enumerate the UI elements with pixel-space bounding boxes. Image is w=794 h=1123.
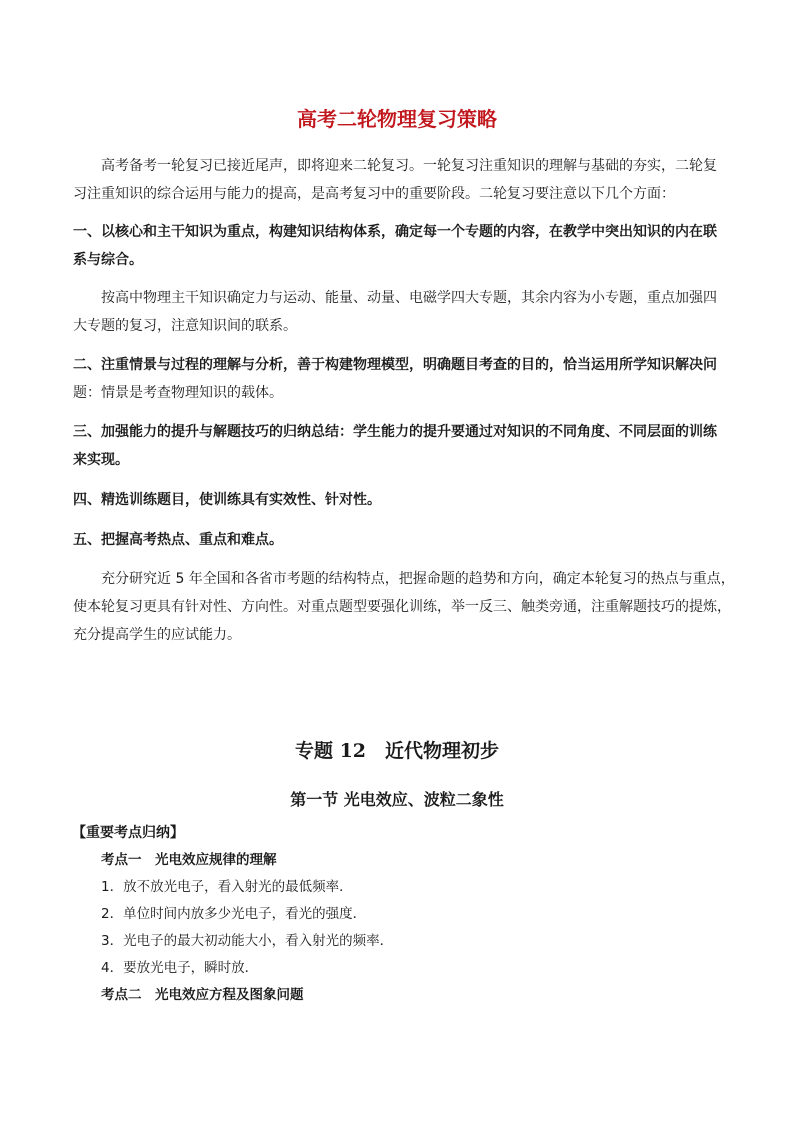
point-1-body-line-2: 大专题的复习，注意知识间的联系。 bbox=[73, 318, 297, 334]
intro-line-2: 习注重知识的综合运用与能力的提高，是高考复习中的重要阶段。二轮复习要注意以下几个方面： bbox=[73, 186, 675, 202]
section-title: 第一节 光电效应、波粒二象性 bbox=[290, 790, 504, 809]
document-title: 高考二轮物理复习策略 bbox=[297, 107, 497, 131]
point-1-heading-line-2: 系与综合。 bbox=[73, 252, 143, 268]
point-3-heading-line-1: 三、加强能力的提升与解题技巧的归纳总结：学生能力的提升要通过对知识的不同角度、不同层面的训练 bbox=[73, 424, 717, 440]
kaodian-1-heading: 考点一 光电效应规律的理解 bbox=[101, 852, 277, 868]
point-1-body-line-1: 按高中物理主干知识确定力与运动、能量、动量、电磁学四大专题，其余内容为小专题，重点加强四 bbox=[101, 290, 717, 306]
point-3-heading-line-2: 来实现。 bbox=[73, 452, 129, 468]
point-1-heading-line-1: 一、以核心和主干知识为重点，构建知识结构体系，确定每一个专题的内容，在教学中突出知识的内在联 bbox=[73, 224, 717, 240]
kaodian-1-item-2: 2．单位时间内放多少光电子，看光的强度． bbox=[101, 906, 367, 922]
kaodian-1-item-3: 3．光电子的最大初动能大小，看入射光的频率． bbox=[101, 933, 394, 949]
kaodian-1-item-1: 1．放不放光电子，看入射光的最低频率． bbox=[101, 879, 353, 895]
point-2-heading-line-1: 二、注重情景与过程的理解与分析，善于构建物理模型，明确题目考查的目的，恰当运用所学知识解决问 bbox=[73, 357, 717, 373]
point-5-heading: 五、把握高考热点、重点和难点。 bbox=[73, 532, 283, 548]
chapter-title: 专题 12 近代物理初步 bbox=[294, 740, 500, 762]
kaodian-1-item-4: 4．要放光电子，瞬时放． bbox=[101, 960, 259, 976]
closing-line-2: 使本轮复习更具有针对性、方向性。对重点题型要强化训练，举一反三、触类旁通，注重解题技巧的提炼， bbox=[73, 599, 731, 615]
point-2-heading-line-2: 题：情景是考查物理知识的载体。 bbox=[73, 385, 283, 401]
kaodian-2-heading: 考点二 光电效应方程及图象问题 bbox=[101, 987, 304, 1003]
closing-line-1: 充分研究近 5 年全国和各省市考题的结构特点，把握命题的趋势和方向，确定本轮复习的热点与重点， bbox=[101, 571, 735, 587]
intro-line-1: 高考备考一轮复习已接近尾声，即将迎来二轮复习。一轮复习注重知识的理解与基础的夯实，二轮复 bbox=[101, 158, 717, 174]
point-4-heading: 四、精选训练题目，使训练具有实效性、针对性。 bbox=[73, 492, 381, 508]
closing-line-3: 充分提高学生的应试能力。 bbox=[73, 627, 241, 643]
summary-heading: 【重要考点归纳】 bbox=[72, 825, 184, 841]
